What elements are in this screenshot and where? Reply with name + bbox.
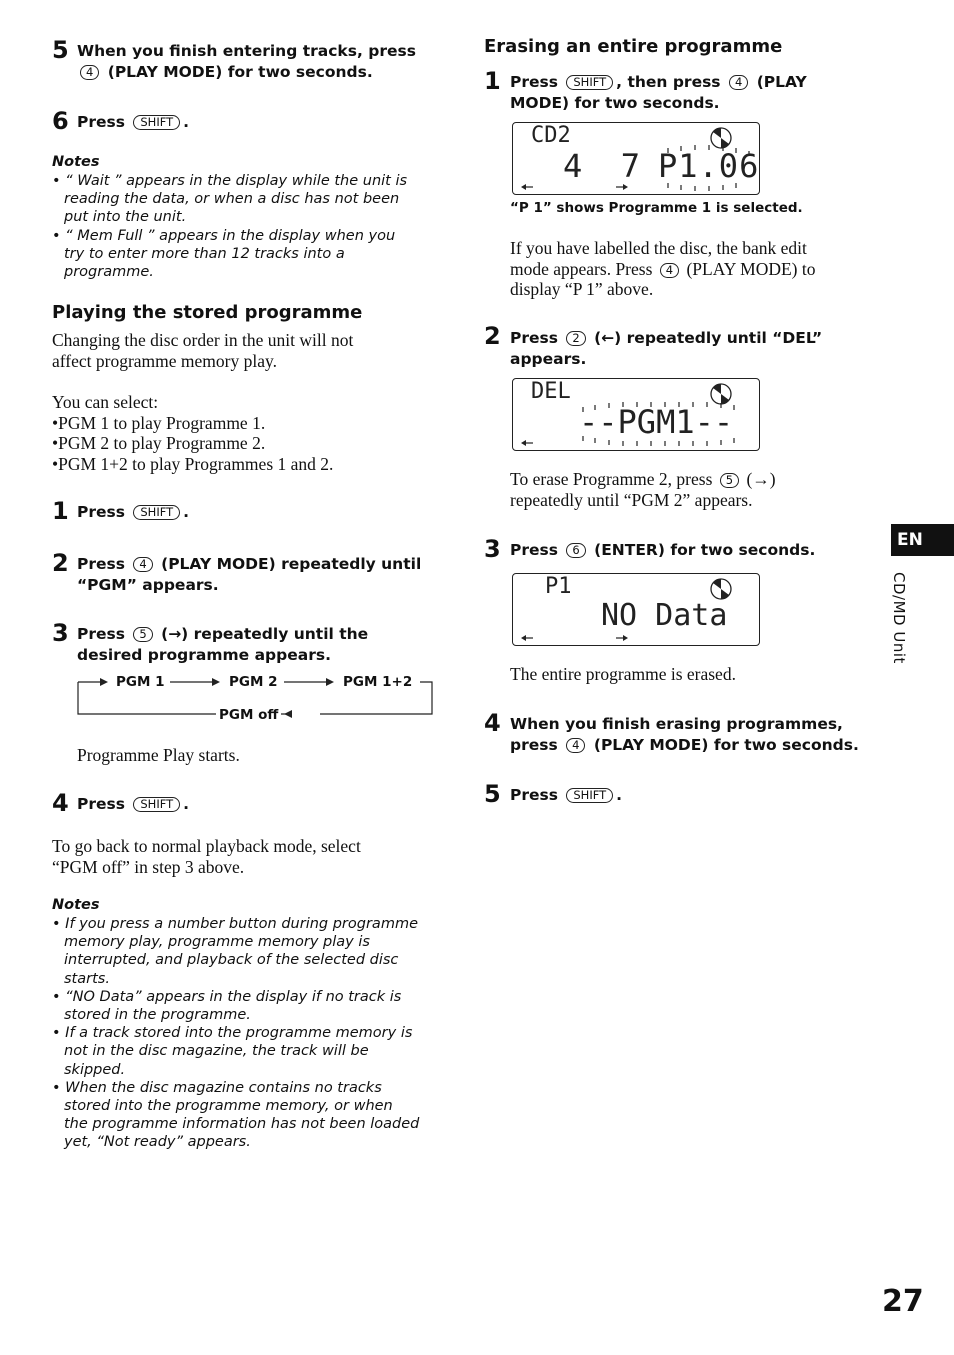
step-text-line: (PLAY MODE) for two seconds. — [593, 736, 859, 754]
step-text — [77, 41, 416, 83]
note-line: • “ Wait ” appears in the display while the unit is — [52, 173, 408, 189]
button-key: 5 — [133, 627, 152, 642]
step-text-line: . — [616, 786, 623, 804]
page-number: 27 — [882, 1284, 924, 1319]
step-text — [510, 714, 859, 756]
body-paragraph — [510, 238, 870, 300]
step-text-line: (PLAY MODE) for two seconds. — [107, 63, 373, 81]
text-fragment: mode appears. Press — [510, 258, 653, 279]
step-text — [510, 785, 622, 806]
body-paragraph — [52, 836, 361, 877]
text-line — [510, 259, 870, 280]
note-line: • “NO Data” appears in the display if no track is — [52, 988, 402, 1005]
note-line: • If you press a number button during programme — [52, 916, 418, 932]
lcd-decor — [513, 379, 759, 450]
text-fragment: To erase Programme 2, press — [510, 469, 713, 489]
step-text-line: Press — [510, 329, 558, 347]
flow-pgm1: PGM 1 — [116, 674, 165, 690]
section-heading: Erasing an entire programme — [484, 36, 783, 57]
text-line: affect programme memory play. — [52, 350, 277, 371]
step-text-line: Press — [510, 73, 558, 91]
note-line: not in the disc magazine, the track will be — [64, 1043, 369, 1060]
body-paragraph — [510, 469, 870, 510]
section-side-label: CD/MD Unit — [890, 572, 908, 664]
note-line: the programme information has not been loaded — [64, 1116, 420, 1133]
step-text — [77, 502, 189, 523]
note-line: • If a track stored into the programme memory is — [52, 1025, 413, 1042]
text-line: “PGM off” in step 3 above. — [52, 856, 245, 877]
notes-list — [52, 172, 442, 281]
button-key: SHIFT — [133, 505, 180, 520]
step-text-line: . — [183, 795, 190, 813]
step-text-line: Press — [77, 555, 125, 573]
step-text-line: . — [183, 113, 190, 131]
lcd-decor — [513, 123, 759, 194]
notes-list — [52, 915, 452, 1152]
step-text — [77, 794, 189, 815]
step-text — [77, 112, 189, 133]
lcd-decor — [513, 574, 759, 645]
body-paragraph: The entire programme is erased. — [510, 664, 736, 684]
text-line: •PGM 1 to play Programme 1. — [52, 412, 266, 433]
section-heading: Playing the stored programme — [52, 302, 363, 323]
notes-heading: Notes — [52, 154, 100, 170]
step-text-line: Press — [77, 795, 125, 813]
button-key: SHIFT — [566, 75, 613, 90]
note-line: • “ Mem Full ” appears in the display when you — [52, 227, 396, 244]
note-line: stored in the programme. — [64, 1007, 251, 1024]
lcd-top-text: CD2 — [531, 123, 571, 148]
step-number: 1 — [484, 67, 501, 95]
lcd-track-text: 4 7 — [563, 147, 641, 185]
text-line: display “P 1” above. — [510, 279, 654, 299]
lcd-message-text: NO Data — [601, 598, 728, 633]
button-key: 4 — [660, 263, 679, 278]
lcd-blink-text: P1.06 — [658, 147, 760, 185]
text-fragment: (→) — [746, 469, 776, 489]
button-key: 4 — [133, 557, 152, 572]
note-line: interrupted, and playback of the selected disc — [64, 952, 399, 969]
step-number: 5 — [52, 36, 69, 64]
step-text-line: (→) repeatedly until the — [161, 625, 369, 643]
text-line: To go back to normal playback mode, select — [52, 836, 361, 856]
lcd-display — [512, 573, 760, 646]
step-text-line: Press — [77, 625, 125, 643]
step-text — [510, 72, 807, 114]
step-number: 2 — [484, 322, 501, 350]
step-text-line: “PGM” appears. — [77, 576, 219, 594]
step-text-line: , then press — [616, 73, 721, 91]
step-text-line: press — [510, 736, 558, 754]
lcd-caption: “P 1” shows Programme 1 is selected. — [510, 200, 803, 216]
body-paragraph: Programme Play starts. — [77, 745, 240, 765]
button-key: SHIFT — [133, 797, 180, 812]
lcd-top-text: P1 — [545, 574, 572, 599]
button-key: 4 — [80, 65, 99, 80]
step-text-line: Press — [510, 541, 558, 559]
note-line: memory play, programme memory play is — [64, 934, 370, 951]
step-text-line: . — [183, 503, 190, 521]
lcd-display — [512, 378, 760, 451]
programme-cycle-diagram — [70, 672, 440, 722]
step-text — [77, 624, 368, 666]
text-line: Changing the disc order in the unit will not — [52, 330, 354, 350]
step-text-line: appears. — [510, 350, 587, 368]
button-key: SHIFT — [133, 115, 180, 130]
button-key: 6 — [566, 543, 585, 558]
button-key: 5 — [720, 473, 739, 488]
text-line — [510, 469, 870, 490]
step-text — [77, 554, 421, 596]
step-text-line: MODE) for two seconds. — [510, 94, 720, 112]
note-line: stored into the programme memory, or when — [64, 1098, 393, 1115]
button-key: 4 — [566, 738, 585, 753]
flow-pgm12: PGM 1+2 — [343, 674, 413, 690]
step-text-line: Press — [77, 503, 125, 521]
step-number: 1 — [52, 497, 69, 525]
flow-pgm2: PGM 2 — [229, 674, 278, 690]
lcd-top-text: DEL — [531, 379, 571, 404]
note-line: reading the data, or when a disc has not been — [64, 191, 400, 208]
step-number: 4 — [52, 789, 69, 817]
text-fragment: (PLAY MODE) to — [686, 258, 816, 279]
button-key: 4 — [729, 75, 748, 90]
note-line: programme. — [64, 264, 154, 281]
notes-heading: Notes — [52, 897, 100, 913]
step-text-line: (PLAY MODE) repeatedly until — [161, 555, 422, 573]
step-number: 5 — [484, 780, 501, 808]
step-text-line: Press — [510, 786, 558, 804]
note-line: • When the disc magazine contains no tracks — [52, 1079, 382, 1096]
step-text-line: When you finish erasing programmes, — [510, 715, 843, 733]
language-tab: EN — [891, 524, 954, 556]
text-line: repeatedly until “PGM 2” appears. — [510, 489, 753, 510]
step-text-line: (←) repeatedly until “DEL” — [594, 329, 823, 347]
note-line: try to enter more than 12 tracks into a — [64, 245, 345, 262]
note-line: yet, “Not ready” appears. — [64, 1134, 251, 1151]
note-line: skipped. — [64, 1061, 126, 1078]
text-line: If you have labelled the disc, the bank edit — [510, 238, 807, 258]
step-text-line: Press — [77, 113, 125, 131]
step-text-line: (PLAY — [756, 73, 807, 91]
note-line: put into the unit. — [64, 209, 187, 226]
note-line: starts. — [64, 970, 110, 987]
step-text — [510, 540, 815, 561]
text-line: •PGM 1+2 to play Programmes 1 and 2. — [52, 453, 334, 474]
step-text — [510, 328, 822, 370]
step-number: 3 — [484, 535, 501, 563]
button-key: SHIFT — [566, 788, 613, 803]
lcd-blink-text: --PGM1-- — [579, 403, 734, 441]
body-paragraph — [52, 392, 333, 474]
body-paragraph — [52, 330, 353, 371]
text-line: You can select: — [52, 392, 159, 412]
step-text-line: (ENTER) for two seconds. — [594, 541, 816, 559]
text-line: •PGM 2 to play Programme 2. — [52, 433, 266, 453]
step-number: 3 — [52, 619, 69, 647]
step-number: 2 — [52, 549, 69, 577]
lcd-display — [512, 122, 760, 195]
button-key: 2 — [566, 331, 585, 346]
step-text-line: desired programme appears. — [77, 646, 331, 664]
step-number: 4 — [484, 709, 501, 737]
step-text-line: When you finish entering tracks, press — [77, 42, 416, 60]
flow-pgm-off: PGM off — [216, 707, 281, 723]
step-number: 6 — [52, 107, 69, 135]
